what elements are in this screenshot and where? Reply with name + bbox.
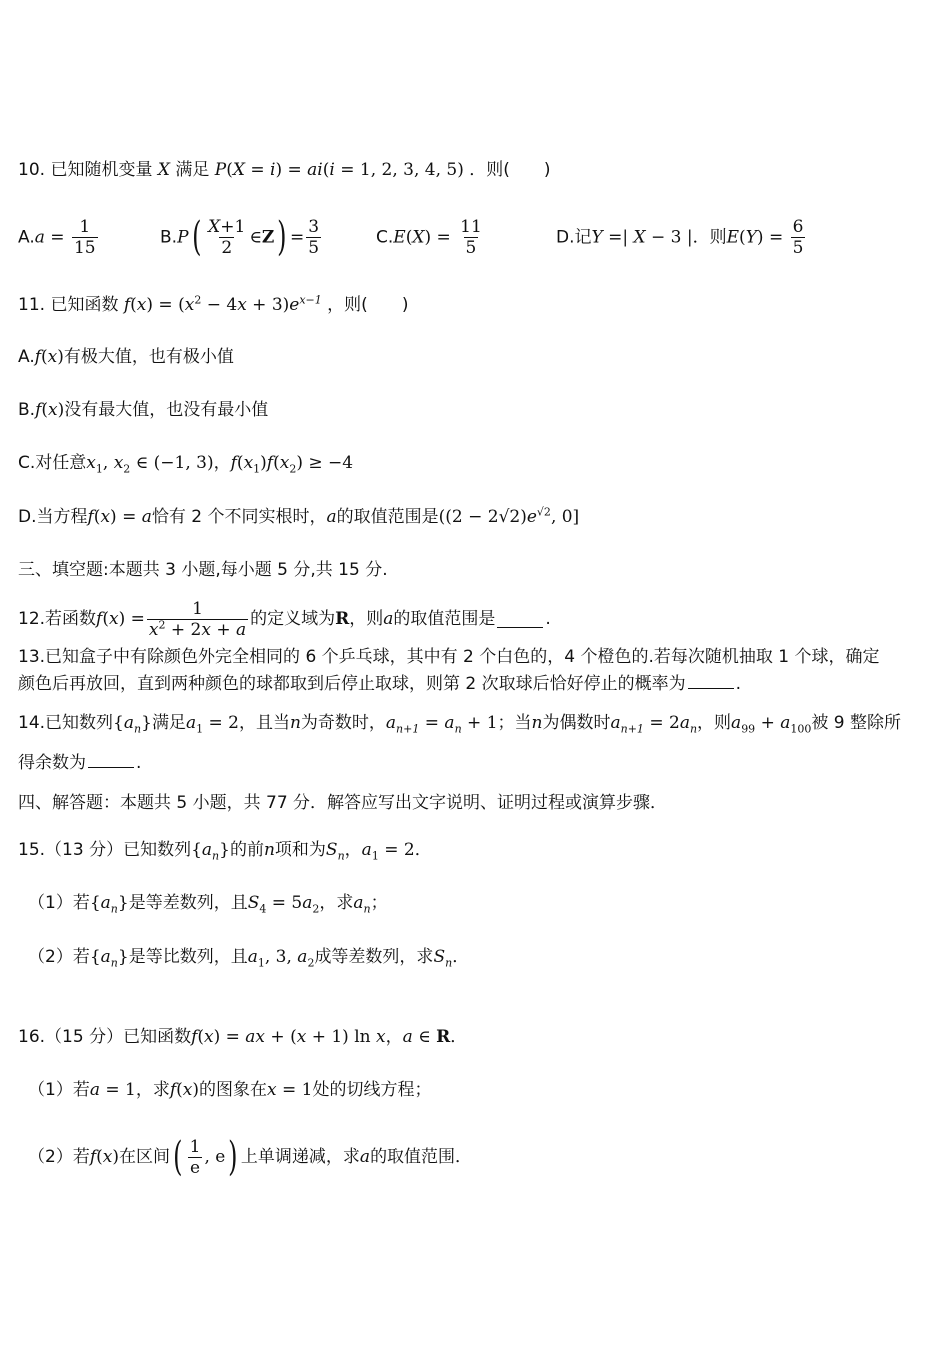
q10-option-c: C.E(X) = $\frac{11}{5}$ [376, 216, 482, 258]
q13-line1: 13.已知盒子中有除颜色外完全相同的 6 个乒乓球，其中有 2 个白色的，4 个橙色的.若每次随机抽取 1 个球，确定 [18, 647, 880, 667]
q15-part1: （1）若$\{a_n\}$是等差数列，且$S_4 = 5a_2$，求$a_n$； [28, 893, 388, 916]
q16-stem: 16.（15 分）已知函数f(x) = ax + (x + 1) ln x，a ∈ R． [18, 1027, 468, 1047]
q10-option-b: B.P( $\frac{X+1}{2}$ ∈Z) = $\frac{3}{5}$ [160, 214, 320, 260]
q16-part2: （2）若 f ( x ) 在区间 ( $\frac{1}{e}$ , e ) 上单调递减，求 a 的取值范围． [28, 1134, 473, 1180]
q10-option-d: D.记Y =| X − 3 |．则E(Y) = $\frac{6}{5}$ [556, 216, 804, 258]
q14-answer-blank[interactable] [88, 751, 134, 768]
q11-option-c: C.对任意$x_1$, $x_2$ ∈ (−1, 3)，$f(x_1)f(x_2) \ge -4$ [18, 453, 354, 476]
section-3-heading: 三、填空题:本题共 3 小题,每小题 5 分,共 15 分. [18, 560, 388, 580]
q14-line2: 得余数为 . [18, 753, 142, 773]
q11-option-d: D.当方程f(x) = a恰有 2 个不同实根时，a的取值范围是($(2 - 2√2)e^{√2}$, 0] [18, 505, 580, 527]
q15-stem: 15.（13 分）已知数列$\{a_n\}$的前n项和为$S_n$，$a_1 = 2$． [18, 840, 432, 863]
q10-options [18, 212, 807, 262]
q11-option-a: A.f(x)有极大值，也有极小值 [18, 347, 234, 367]
q11-stem: 11. 已知函数 $f(x) = (x^2 - 4x + 3)e^{x-1}$ ，则( ) [18, 293, 409, 315]
q10-stem: 10. 已知随机变量 X 满足 P(X = i) = ai(i = 1, 2, 3, 4, 5) ．则( ) [18, 160, 551, 180]
q12-answer-blank[interactable] [497, 611, 543, 628]
q11-option-b: B.f(x)没有最大值，也没有最小值 [18, 400, 269, 420]
q15-part2: （2）若$\{a_n\}$是等比数列，且$a_1$, 3, $a_2$成等差数列，求$S_n$． [28, 947, 470, 970]
q13-line2: 颜色后再放回，直到两种颜色的球都取到后停止取球，则第 2 次取球后恰好停止的概率为 . [18, 674, 742, 694]
q16-part1: （1）若a = 1，求f(x)的图象在x = 1处的切线方程； [28, 1080, 432, 1100]
section-4-heading: 四、解答题：本题共 5 小题，共 77 分．解答应写出文字说明、证明过程或演算步骤． [18, 793, 668, 813]
q10-option-a: A.a = $\frac{1}{15}$ [18, 216, 96, 258]
q12: 12.若函数 f ( x ) = $\frac{1}{x^2 + 2x + a}$ 的定义域为 R ，则 a 的取值范围是 . [18, 598, 551, 640]
q14-line1: 14.已知数列$\{a_n\}$满足$a_1 = 2$，且当n为奇数时，$a_{n+1} = a_n + 1$；当n为偶数时$a_{n+1} = 2a_n$，则$a_{99} + a_{100}$被 9 整除所 [18, 713, 902, 736]
q13-answer-blank[interactable] [688, 672, 734, 689]
